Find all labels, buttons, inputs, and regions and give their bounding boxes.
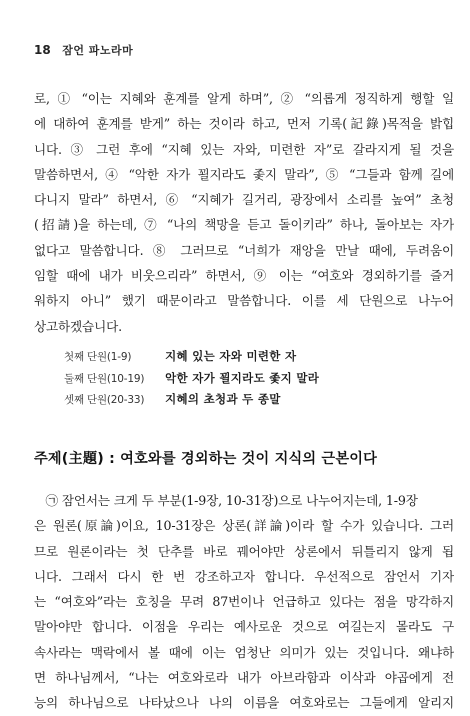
text-line: 니다. 그래서 다시 한 번 강조하고자 합니다. 우선적으로 잠언서 기자 bbox=[34, 568, 454, 584]
text-line: (招請)을 하는데, ⑦ “나의 책망을 듣고 돌이키라” 하나, 돌아보는 자가 bbox=[34, 217, 454, 233]
unit-item bbox=[64, 387, 454, 409]
book-title: 잠언 파노라마 bbox=[62, 44, 134, 57]
text-line: 상고하겠습니다. bbox=[34, 318, 122, 334]
text-line: 니다. ③ 그런 후에 “지혜 있는 자와, 미련한 자”로 갈라지게 될 것을 bbox=[34, 141, 454, 157]
theme-heading: 주제(主題) : 여호와를 경외하는 것이 지식의 근본이다 bbox=[34, 451, 378, 467]
body-paragraph bbox=[34, 488, 454, 716]
unit-title: 지혜 있는 자와 미련한 자 bbox=[165, 349, 297, 363]
text-line: 속사라는 맥락에서 볼 때에 이는 엄청난 의미가 있는 것입니다. 왜냐하 bbox=[34, 644, 454, 660]
unit-label: 셋째 단원(20-33) bbox=[64, 394, 145, 406]
text-line: 면 하나님께서, “나는 여호와로라 내가 아브라함과 이삭과 야곱에게 전 bbox=[34, 670, 454, 686]
unit-item bbox=[64, 366, 454, 388]
text-line: 로, ① “이는 지혜와 훈계를 알게 하며”, ② “의롭게 정직하게 행할 일 bbox=[34, 91, 454, 106]
text-line: 는 “여호와”라는 호칭을 무려 87번이나 언급하고 있다는 점을 망각하지 bbox=[34, 594, 454, 610]
page-number: 18 bbox=[34, 43, 51, 57]
unit-title: 지혜의 초청과 두 종말 bbox=[165, 392, 281, 406]
text-line: 능의 하나님으로 나타났으나 나의 이름을 여호와로는 그들에게 알리지 bbox=[34, 695, 454, 711]
running-head bbox=[34, 42, 133, 58]
text-line: 없다고 말씀합니다. ⑧ 그러므로 “너희가 재앙을 만날 때에, 두려움이 bbox=[34, 242, 454, 258]
text-line: 말아야만 합니다. 이점을 우리는 예사로운 것으로 여길는지 몰라도 구 bbox=[34, 619, 454, 635]
text-line: 에 대하여 훈계를 받게” 하는 것이라 하고, 먼저 기록(記錄)목적을 밝힙 bbox=[34, 116, 454, 132]
intro-paragraph bbox=[34, 86, 454, 339]
unit-list bbox=[64, 344, 454, 409]
text-line: 므로 원론이라는 첫 단추를 바로 꿰어야만 상론에서 뒤틀리지 않게 됩 bbox=[34, 543, 454, 559]
unit-label: 첫째 단원(1-9) bbox=[64, 351, 132, 363]
unit-title: 악한 자가 꾈지라도 좇지 말라 bbox=[165, 370, 320, 385]
text-line: 워하지 아니” 했기 때문이라고 말씀합니다. 이를 세 단원으로 나누어 bbox=[34, 293, 454, 309]
text-line: 은 원론(原論)이요, 10-31장은 상론(詳論)이라 할 수가 있습니다. 그러 bbox=[34, 518, 454, 534]
unit-label: 둘째 단원(10-19) bbox=[64, 372, 145, 385]
unit-item bbox=[64, 344, 454, 366]
text-line: 임할 때에 내가 비웃으리라” 하면서, ⑨ 이는 “여호와 경외하기를 즐거 bbox=[34, 268, 454, 284]
text-line: 말씀하면서, ④ “악한 자가 꾈지라도 좇지 말라”, ⑤ “그들과 함께 길에 bbox=[34, 166, 454, 182]
text-line: 다니지 말라” 하면서, ⑥ “지혜가 길거리, 광장에서 소리를 높여” 초청 bbox=[34, 192, 454, 208]
text-line: ㉠ 잠언서는 크게 두 부분(1-9장, 10-31장)으로 나누어지는데, 1-9장 bbox=[34, 493, 418, 508]
